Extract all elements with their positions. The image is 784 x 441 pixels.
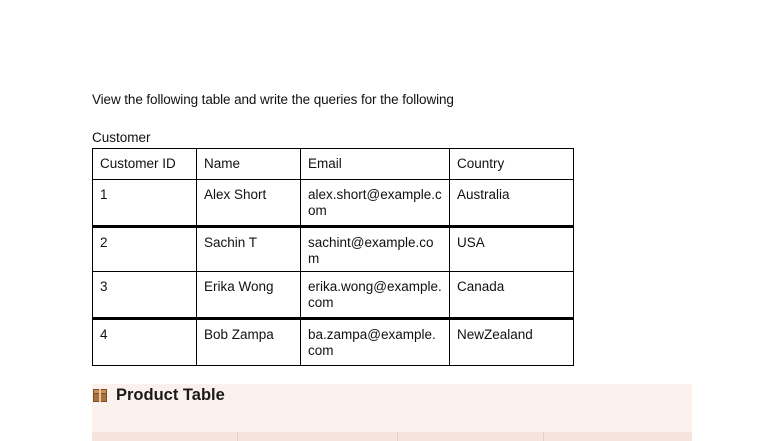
header-cell: Email: [301, 149, 450, 180]
table-cell: Alex Short: [197, 180, 301, 227]
table-cell: 3: [93, 272, 197, 319]
customer-table: [92, 148, 574, 366]
header-cell: Country: [450, 149, 574, 180]
table-cell: ba.zampa@example.com: [301, 319, 450, 366]
customer-table-caption: Customer: [92, 130, 151, 145]
table-row: [93, 319, 574, 366]
table-cell: NewZealand: [450, 319, 574, 366]
table-cell: sachint@example.com: [301, 227, 450, 272]
table-cell: Canada: [450, 272, 574, 319]
table-cell: Erika Wong: [197, 272, 301, 319]
table-row: [93, 272, 574, 319]
table-cell: 1: [93, 180, 197, 227]
header-cell: Name: [197, 149, 301, 180]
table-cell: Bob Zampa: [197, 319, 301, 366]
product-table-section: [92, 384, 692, 441]
table-cell: 4: [93, 319, 197, 366]
table-row: [93, 180, 574, 227]
product-table-column: [398, 432, 544, 441]
table-header-row: [93, 149, 574, 180]
intro-text: View the following table and write the queries for the following: [92, 92, 454, 107]
table-cell: erika.wong@example.com: [301, 272, 450, 319]
product-table-heading-text: Product Table: [116, 385, 225, 404]
table-cell: 2: [93, 227, 197, 272]
table-cell: Australia: [450, 180, 574, 227]
product-table-heading: [92, 384, 225, 406]
table-row: [93, 227, 574, 272]
product-table-column: [238, 432, 398, 441]
product-table-column: [92, 432, 238, 441]
table-cell: alex.short@example.com: [301, 180, 450, 227]
table-cell: USA: [450, 227, 574, 272]
product-table-column: [544, 432, 692, 441]
table-cell: Sachin T: [197, 227, 301, 272]
package-icon: [92, 387, 108, 403]
product-table-header-strip: [92, 432, 692, 441]
header-cell: Customer ID: [93, 149, 197, 180]
